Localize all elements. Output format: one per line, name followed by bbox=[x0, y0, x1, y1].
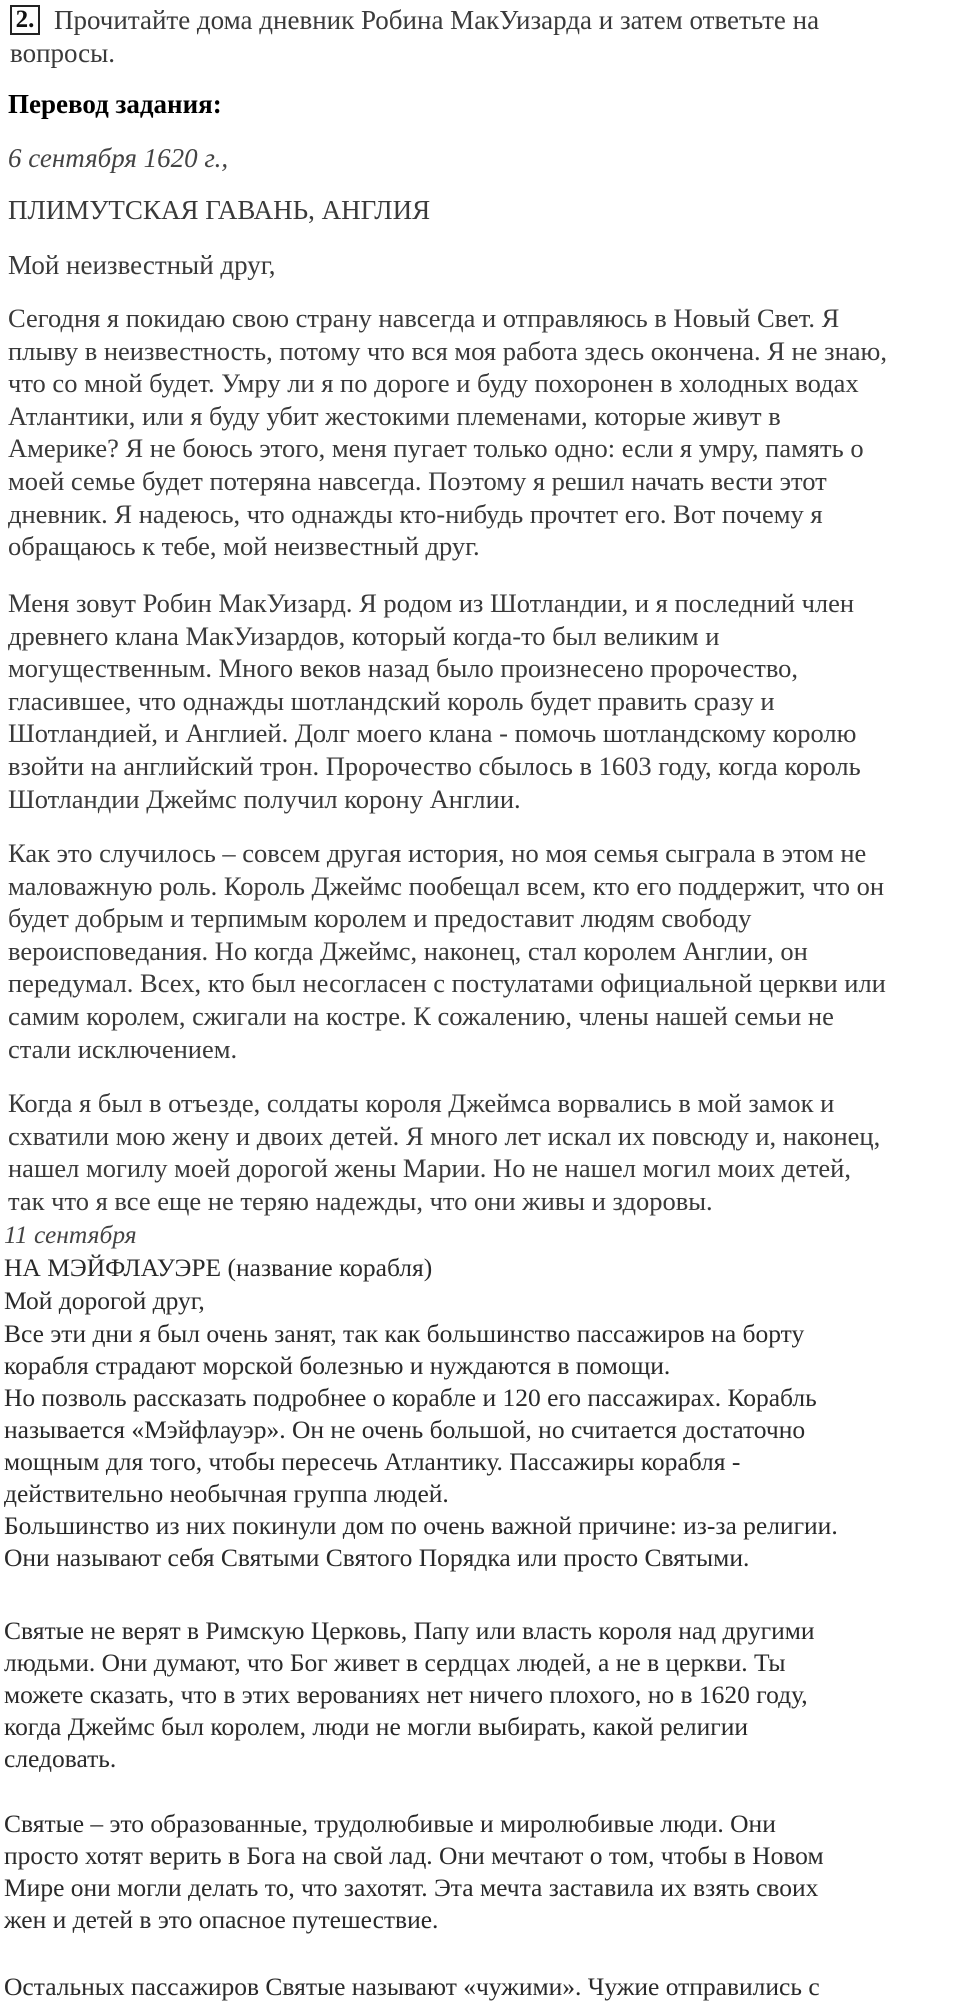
paragraph-line: гласившее, что однажды шотландский король будет править сразу и bbox=[8, 685, 775, 716]
paragraph-line: Остальных пассажиров Святые называют «чужими». Чужие отправились с bbox=[4, 1972, 820, 2001]
entry1-date: 6 сентября 1620 г., bbox=[8, 143, 229, 173]
paragraph-line: нашел могилу моей дорогой жены Марии. Но не нашел могил моих детей, bbox=[8, 1153, 851, 1184]
paragraph-line: Но позволь рассказать подробнее о корабле и 120 его пассажирах. Корабль bbox=[4, 1383, 817, 1412]
paragraph-line: Атлантики, или я буду убит жестокими племенами, которые живут в bbox=[8, 400, 781, 431]
paragraph-line: стали исключением. bbox=[8, 1033, 238, 1064]
entry1-greeting: Мой неизвестный друг, bbox=[8, 250, 276, 280]
paragraph-line: Мире они могли делать то, что захотят. Эта мечта заставила их взять своих bbox=[4, 1873, 819, 1902]
paragraph-line: так что я все еще не теряю надежды, что они живы и здоровы. bbox=[8, 1185, 713, 1216]
paragraph-line: мощным для того, чтобы пересечь Атлантику. Пассажиры корабля - bbox=[4, 1447, 741, 1476]
task-text-1: Прочитайте дома дневник Робина МакУизарда и затем ответьте на bbox=[54, 5, 820, 35]
paragraph-line: людьми. Они думают, что Бог живет в сердцах людей, а не в церкви. Ты bbox=[4, 1648, 786, 1677]
paragraph-line: передумал. Всех, кто был несогласен с постулатами официальной церкви или bbox=[8, 968, 886, 999]
paragraph-line: что со мной будет. Умру ли я по дороге и буду похоронен в холодных водах bbox=[8, 368, 859, 399]
entry2-greeting: Мой дорогой друг, bbox=[4, 1286, 205, 1315]
paragraph-line: дневник. Я надеюсь, что однажды кто-нибудь прочтет его. Вот почему я bbox=[8, 498, 823, 529]
paragraph-line: схватили мою жену и двоих детей. Я много лет искал их повсюду и, наконец, bbox=[8, 1120, 881, 1151]
entry1-paragraph-4 bbox=[8, 1087, 880, 1217]
paragraph-line: Они называют себя Святыми Святого Порядка или просто Святыми. bbox=[4, 1543, 750, 1572]
paragraph-line: можете сказать, что в этих верованиях нет ничего плохого, но в 1620 году, bbox=[4, 1680, 808, 1709]
paragraph-line: Большинство из них покинули дом по очень важной причине: из-за религии. bbox=[4, 1511, 838, 1540]
entry2-paragraph-4 bbox=[4, 1971, 820, 2003]
paragraph-line: Сегодня я покидаю свою страну навсегда и отправляюсь в Новый Свет. Я bbox=[8, 303, 840, 333]
task-line-1 bbox=[10, 4, 819, 37]
entry2-date: 11 сентября bbox=[4, 1220, 137, 1249]
paragraph-line: моей семье будет потеряна навсегда. Поэтому я решил начать вести этот bbox=[8, 465, 827, 496]
paragraph-line: Шотландии Джеймс получил корону Англии. bbox=[8, 783, 521, 814]
paragraph-line: просто хотят верить в Бога на свой лад. Они мечтают о том, чтобы в Новом bbox=[4, 1841, 824, 1870]
entry2-place: НА МЭЙФЛАУЭРЕ (название корабля) bbox=[4, 1253, 433, 1282]
paragraph-line: корабля страдают морской болезнью и нуждаются в помощи. bbox=[4, 1351, 671, 1380]
paragraph-line: Все эти дни я был очень занят, так как большинство пассажиров на борту bbox=[4, 1319, 805, 1348]
entry2-paragraph-3 bbox=[4, 1808, 824, 1936]
paragraph-line: следовать. bbox=[4, 1744, 117, 1773]
paragraph-line: будет добрым и терпимым королем и предоставит людям свободу bbox=[8, 903, 752, 934]
entry1-place: ПЛИМУТСКАЯ ГАВАНЬ, АНГЛИЯ bbox=[8, 195, 431, 225]
paragraph-line: Как это случилось – совсем другая история, но моя семья сыграла в этом не bbox=[8, 838, 867, 868]
paragraph-line: древнего клана МакУизардов, который когда-то был великим и bbox=[8, 620, 720, 651]
entry2-paragraph-2 bbox=[4, 1615, 815, 1775]
paragraph-line: Меня зовут Робин МакУизард. Я родом из Шотландии, и я последний член bbox=[8, 588, 855, 618]
task-instruction bbox=[10, 4, 819, 70]
paragraph-line: жен и детей в это опасное путешествие. bbox=[4, 1905, 439, 1934]
paragraph-line: взойти на английский трон. Пророчество сбылось в 1603 году, когда король bbox=[8, 750, 861, 781]
paragraph-line: Шотландией, и Англией. Долг моего клана - помочь шотландскому королю bbox=[8, 718, 857, 749]
translation-heading: Перевод задания: bbox=[8, 89, 222, 119]
task-number: 2. bbox=[10, 5, 40, 35]
task-line-2: вопросы. bbox=[10, 38, 116, 68]
paragraph-line: Когда я был в отъезде, солдаты короля Джеймса ворвались в мой замок и bbox=[8, 1088, 835, 1118]
paragraph-line: маловажную роль. Король Джеймс пообещал всем, кто его поддержит, что он bbox=[8, 870, 885, 901]
paragraph-line: обращаюсь к тебе, мой неизвестный друг. bbox=[8, 531, 480, 562]
entry1-paragraph-3 bbox=[8, 837, 886, 1065]
entry1-paragraph-2 bbox=[8, 587, 861, 815]
paragraph-line: действительно необычная группа людей. bbox=[4, 1479, 449, 1508]
paragraph-line: вероисповедания. Но когда Джеймс, наконец, стал королем Англии, он bbox=[8, 935, 808, 966]
paragraph-line: могущественным. Много веков назад было произнесено пророчество, bbox=[8, 653, 799, 684]
entry2-paragraph-1 bbox=[4, 1318, 838, 1574]
paragraph-line: плыву в неизвестность, потому что вся моя работа здесь окончена. Я не знаю, bbox=[8, 335, 887, 366]
paragraph-line: когда Джеймс был королем, люди не могли выбирать, какой религии bbox=[4, 1712, 749, 1741]
paragraph-line: Святые не верят в Римскую Церковь, Папу или власть короля над другими bbox=[4, 1616, 815, 1645]
paragraph-line: самим королем, сжигали на костре. К сожалению, члены нашей семьи не bbox=[8, 1000, 834, 1031]
paragraph-line: Святые – это образованные, трудолюбивые и миролюбивые люди. Они bbox=[4, 1809, 776, 1838]
paragraph-line: Америке? Я не боюсь этого, меня пугает только одно: если я умру, память о bbox=[8, 433, 864, 464]
paragraph-line: называется «Мэйфлауэр». Он не очень большой, но считается достаточно bbox=[4, 1415, 806, 1444]
entry1-paragraph-1 bbox=[8, 302, 887, 563]
